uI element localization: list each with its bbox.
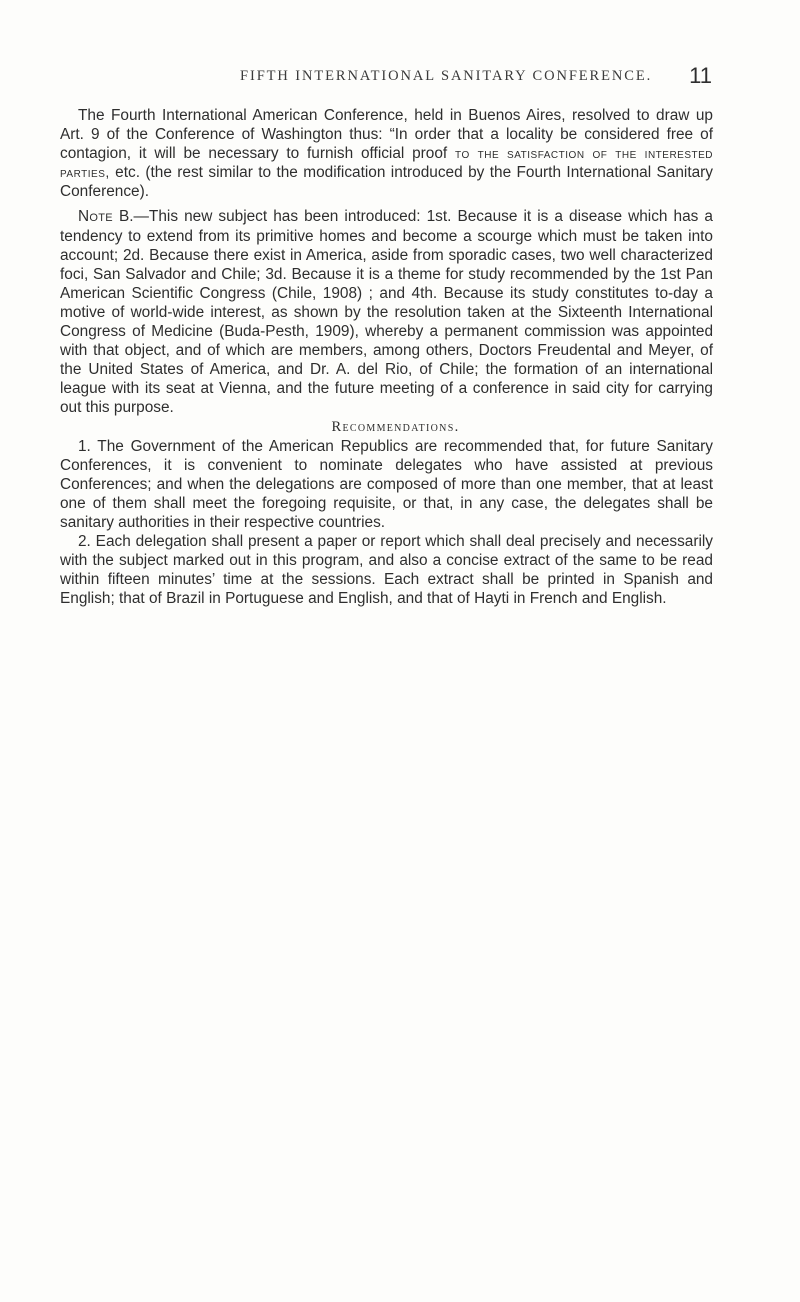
paragraph-text-end: etc. (the rest similar to the modification introduced by the Fourth International Sanitary Conference). <box>60 164 713 201</box>
note-label: Note <box>78 208 113 226</box>
paragraph-washington-article <box>60 106 713 201</box>
running-head: FIFTH INTERNATIONAL SANITARY CONFERENCE. <box>240 68 653 84</box>
page-number: 11 <box>689 63 712 88</box>
recommendation-item-2: 2. Each delegation shall present a paper or report which shall deal precisely and necessarily with the subject marked out in this program, and also a concise extract of the same to be read within fifteen minutes’ time at the sessions. Each extract shall be printed in Spanish and English; that of Brazil in Portuguese and English, and that of Hayti in French and English. <box>60 533 713 608</box>
recommendation-item-1: 1. The Government of the American Republics are recommended that, for future Sanitary Conferences, it is convenient to nominate delegates who have assisted at previous Conferences; and when the delegations are composed of more than one member, that at least one of them shall meet the foregoing requisite, or that, in any case, the delegates shall be sanitary authorities in their respective countries. <box>60 437 713 531</box>
note-text: B.—This new subject has been introduced: 1st. Because it is a disease which has a tendency to extend from its primitive homes and become a scourge which must be taken into account; 2d. Because there exist in America, aside from sporadic cases, two well characterized foci, San Salvador and Chile; 3d. Because it is a theme for study recommended by the 1st Pan American Scientific Congress (Chile, 1908) ; and 4th. Because its study constitutes to-day a motive of world-wide interest, as shown by the resolution taken at the Sixteenth International Congress of Medicine (Buda-Pesth, 1909), whereby a permanent commission was appointed with that object, and of which are members, among others, Doctors Freudental and Meyer, of the United States of America, and Dr. A. del Rio, of Chile; the formation of an international league with its seat at Vienna, and the future meeting of a conference in said city for carrying out this purpose. <box>60 208 713 417</box>
body-text <box>60 106 713 608</box>
note-paragraph <box>60 207 713 417</box>
page-header <box>60 63 712 90</box>
paragraph-small-caps-phrase: to the satisfaction of the interested parties, <box>60 145 714 181</box>
paragraph-text-start: The Fourth International American Conference, held in Buenos Aires, resolved to draw up Art. 9 of the Conference of Washington thus: “In order that a locality be considered free of contagion, it will be necessary to furnish official proof <box>60 107 713 163</box>
recommendations-heading: Recommendations. <box>331 418 460 435</box>
